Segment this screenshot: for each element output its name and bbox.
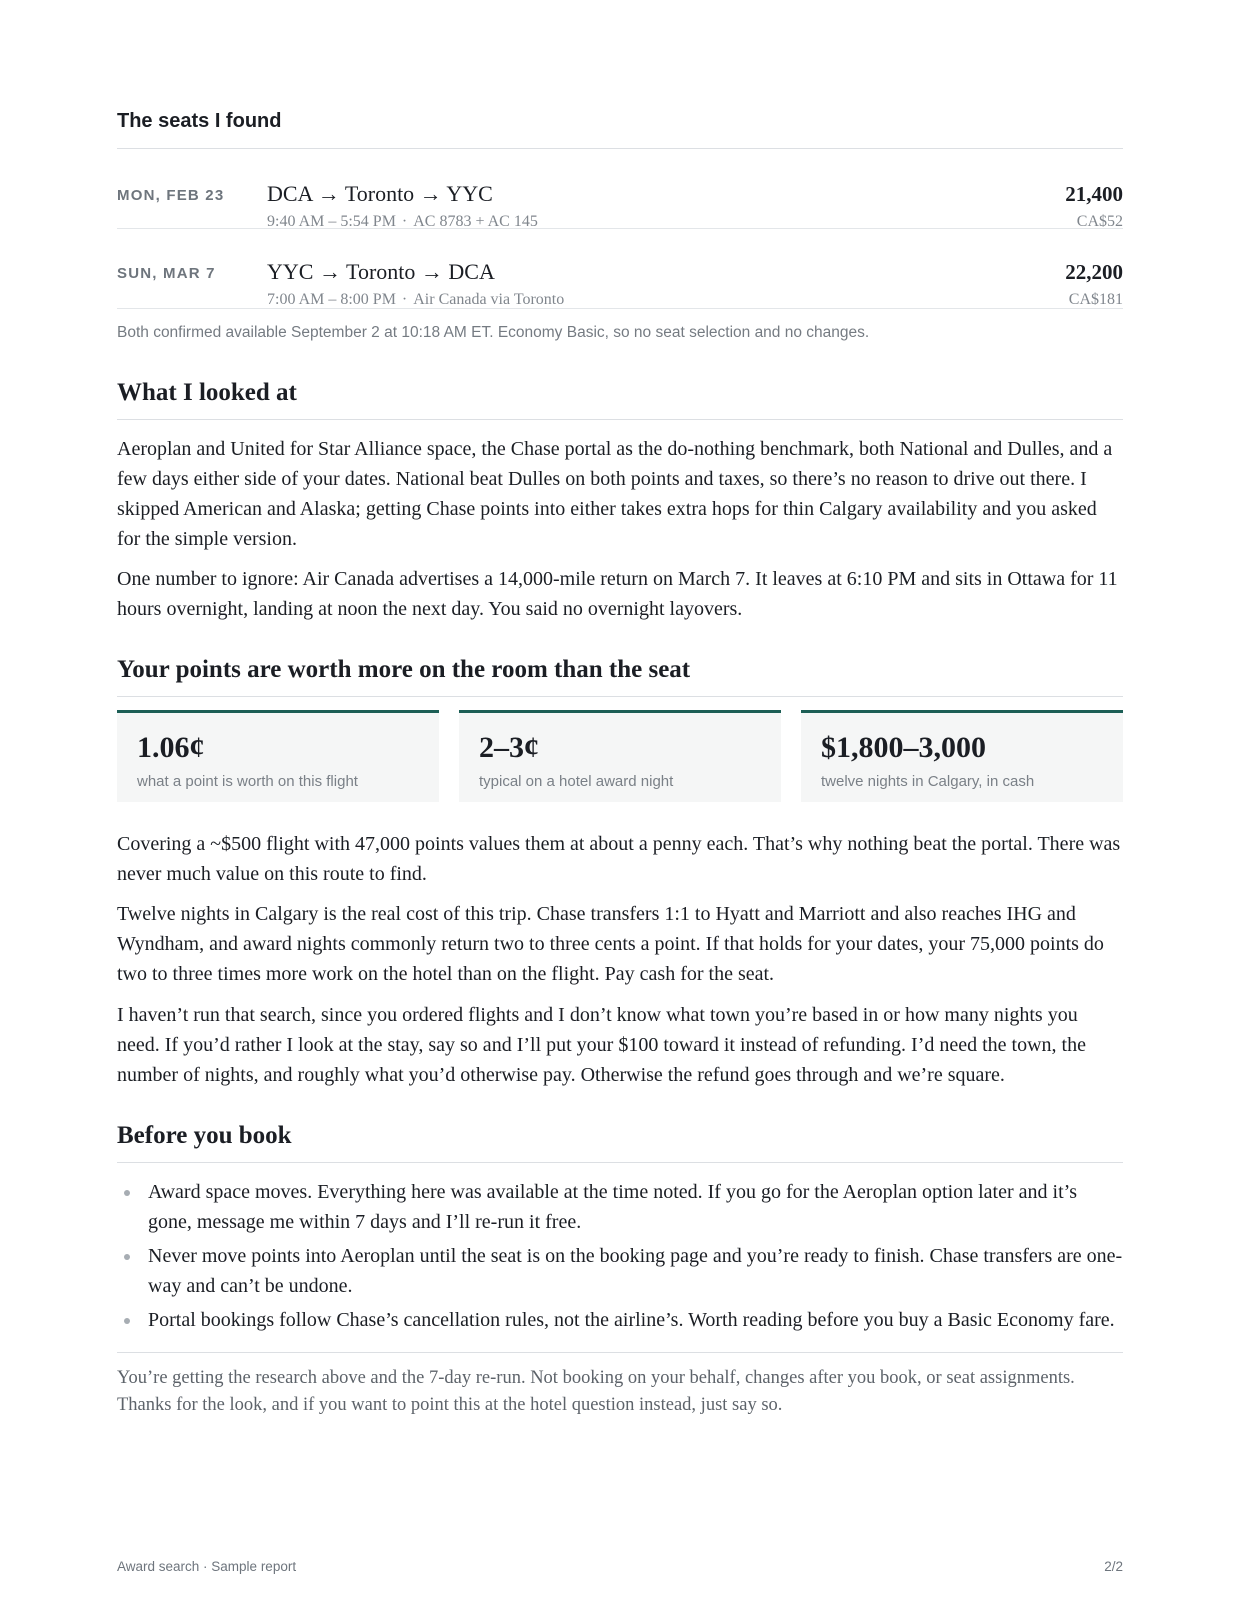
looked-section: [117, 377, 1123, 624]
stat-card: [801, 710, 1123, 802]
stat-label: twelve nights in Calgary, in cash: [821, 773, 1035, 790]
flight-route: DCA → Toronto → YYC: [267, 181, 493, 206]
paragraph: I haven’t run that search, since you ordered flights and I don’t know what town you’re based in or how many nights you need. If you’d rather I look at the stay, say so and I’ll put your $100 toward it instead of refunding. I’d need the town, the number of nights, and roughly what you’d otherwise pay. Otherwise the refund goes through and we’re square.: [117, 1004, 1086, 1086]
flight-price: [1065, 259, 1123, 311]
stat-cards: [117, 710, 1123, 802]
paragraph: One number to ignore: Air Canada advertises a 14,000-mile return on March 7. It leaves at 6:10 PM and sits in Ottawa for 11 hours overnight, landing at noon the next day. You said no overnight layovers.: [117, 568, 1118, 620]
section-heading: Your points are worth more on the room than the seat: [117, 654, 1123, 697]
availability-note: Both confirmed available September 2 at 10:18 AM ET. Economy Basic, so no seat selection and no changes.: [117, 324, 870, 341]
page-number: 2/2: [1104, 1559, 1123, 1574]
list-item-text: Award space moves. Everything here was available at the time noted. If you go for the Aeroplan option later and it’s gone, message me within 7 days and I’ll re-run it free.: [148, 1181, 1077, 1233]
price-cash: CA$181: [1068, 291, 1123, 308]
worth-section: [117, 654, 1123, 1090]
flight-detail: [267, 289, 1065, 311]
before-section: [117, 1120, 1123, 1419]
paragraph: Twelve nights in Calgary is the real cost of this trip. Chase transfers 1:1 to Hyatt and Marriott and also reaches IHG and Wyndham, and award nights commonly return two to three cents a point. If that holds for your dates, your 75,000 points do two to three times more work on the hotel than on the flight. Pay cash for the seat.: [117, 903, 1104, 985]
stat-value: 2–3¢: [479, 731, 539, 764]
flight-times: 9:40 AM – 5:54 PM: [267, 213, 396, 230]
stat-label: typical on a hotel award night: [479, 773, 674, 790]
list-item: [117, 1177, 1123, 1237]
list-item-text: Portal bookings follow Chase’s cancellation rules, not the airline’s. Worth reading before you buy a Basic Economy fare.: [148, 1309, 1115, 1331]
section-heading: What I looked at: [117, 377, 1123, 420]
footer-label: Award search · Sample report: [117, 1559, 297, 1574]
price-points: 22,200: [1065, 260, 1123, 284]
bullet-dot-icon: [124, 1318, 130, 1324]
stat-value: 1.06¢: [137, 731, 205, 764]
report-page: [117, 108, 1123, 1419]
seats-section: [117, 108, 1123, 343]
price-cash: CA$52: [1076, 213, 1123, 230]
flight-date: SUN, MAR 7: [117, 265, 216, 282]
stat-card: [117, 710, 439, 802]
seats-title: The seats I found: [117, 108, 1123, 149]
paragraph: Covering a ~$500 flight with 47,000 points values them at about a penny each. That’s why nothing beat the portal. There was never much value on this route to find.: [117, 833, 1121, 885]
flight-detail: [267, 211, 1065, 233]
section-heading: Before you book: [117, 1120, 1123, 1163]
flight-carrier: AC 8783 + AC 145: [413, 213, 538, 230]
flight-carrier: Air Canada via Toronto: [413, 291, 565, 308]
flight-row-return: [117, 229, 1123, 309]
flight-route: YYC → Toronto → DCA: [267, 259, 495, 284]
separator-dot: ·: [401, 213, 408, 230]
closing-note: You’re getting the research above and the 7-day re-run. Not booking on your behalf, changes after you book, or seat assignments. Thanks for the look, and if you want to point this at the hotel question instead, just say so.: [117, 1352, 1123, 1419]
list-item-text: Never move points into Aeroplan until the seat is on the booking page and you’re ready to finish. Chase transfers are one-way and can’t be undone.: [148, 1245, 1123, 1297]
stat-value: $1,800–3,000: [821, 731, 986, 764]
flight-price: [1065, 181, 1123, 233]
list-item: [117, 1305, 1123, 1335]
flight-info: [267, 181, 1065, 233]
list-item: [117, 1241, 1123, 1301]
bullet-dot-icon: [124, 1190, 130, 1196]
flight-info: [267, 259, 1065, 311]
flight-times: 7:00 AM – 8:00 PM: [267, 291, 396, 308]
flight-row-outbound: [117, 149, 1123, 229]
separator-dot: ·: [401, 291, 408, 308]
stat-label: what a point is worth on this flight: [137, 773, 358, 790]
page-footer: [117, 1559, 1123, 1574]
flight-date: MON, FEB 23: [117, 187, 225, 204]
checklist: [117, 1177, 1123, 1335]
stat-card: [459, 710, 781, 802]
price-points: 21,400: [1065, 182, 1123, 206]
paragraph: Aeroplan and United for Star Alliance space, the Chase portal as the do-nothing benchmark, both National and Dulles, and a few days either side of your dates. National beat Dulles on both points and taxes, so there’s no reason to drive out there. I skipped American and Alaska; getting Chase points into either takes extra hops for thin Calgary availability and you asked for the simple version.: [117, 438, 1113, 550]
bullet-dot-icon: [124, 1254, 130, 1260]
